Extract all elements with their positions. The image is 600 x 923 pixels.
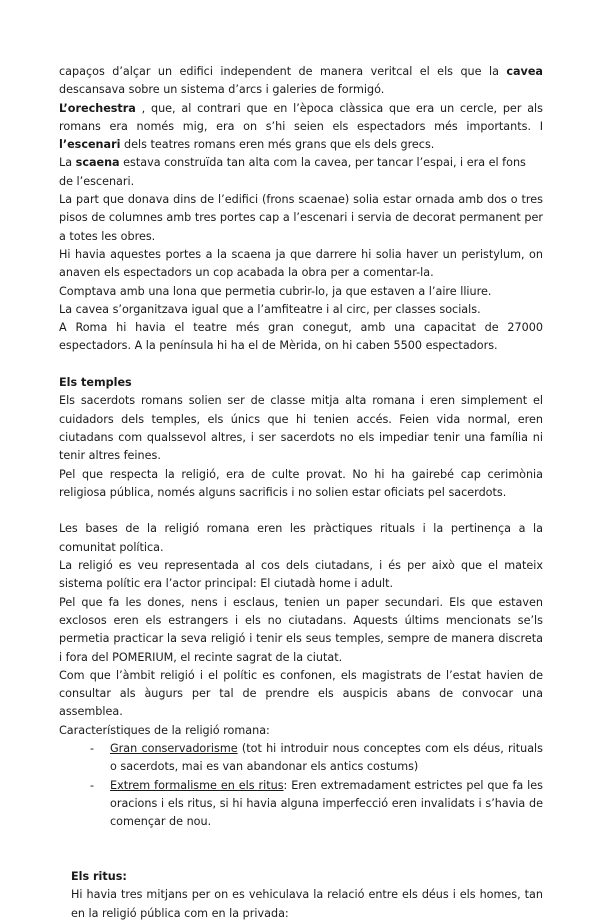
paragraph-culte: Pel que respecta la religió, era de culte provat. No hi ha gairebé cap cerimònia religiosa pública, només alguns sacrificis i no solien estar oficiats pel sacerdots. <box>59 467 543 499</box>
bold-term: L’orechestra <box>59 101 136 115</box>
paragraph-frons-scaenae: La part que donava dins de l’edifici (frons scaenae) solia estar ornada amb dos o tres pisos de columnes amb tres portes cap a l’escenari i servia de decorat permanent per a totes les obres. <box>59 193 543 243</box>
paragraph-ciutadans: La religió es veu representada al cos dels ciutadans, i és per això que el mateix sistema polític era l’actor principal: El ciutadà home i adult. <box>59 559 543 591</box>
paragraph-bases: Les bases de la religió romana eren les pràctiques rituals i la pertinença a la comunitat política. <box>59 522 543 554</box>
dash-bullet: - <box>90 741 95 755</box>
text: descansava sobre un sistema d’arcs i galeries de formigó. <box>59 83 385 97</box>
paragraph-orchestra <box>59 100 543 155</box>
document-page <box>59 63 543 923</box>
paragraph-augurs: Com que l’àmbit religió i el polític es confonen, els magistrats de l’estat havien de consultar als àugurs per tal de prendre els auspicis abans de convocar una assemblea. <box>59 668 543 719</box>
text: dels teatres romans eren més grans que els dels grecs. <box>120 138 435 152</box>
bold-term: scaena <box>75 156 120 170</box>
list-item <box>59 777 543 832</box>
paragraph-ritus: Hi havia tres mitjans per on es vehiculava la relació entre els déus i els homes, tan en la religió pública com en la privada: <box>71 888 543 920</box>
bold-term: l’escenari <box>59 138 121 152</box>
underlined-term: Gran conservadorisme <box>110 741 238 755</box>
text: La <box>59 156 76 170</box>
text: estava construïda tan alta com la cavea, per tancar l’espai, i era el fons de l’escenari. <box>59 156 526 188</box>
text: capaços d’alçar un edifici independent de manera veritcal el els que la <box>59 65 507 78</box>
paragraph-cavea <box>59 63 543 100</box>
paragraph-sacerdots: Els sacerdots romans solien ser de classe mitja alta romana i eren simplement el cuidadors dels temples, els únics que hi tenien accés. Feien vida normal, eren ciutadans com qualssevol altres, i ser sacerdots no els impediar tenir una família ni tenir altres feines. <box>59 394 543 463</box>
paragraph-lona: Comptava amb una lona que permetia cubrir-lo, ja que estaven a l’aire lliure. <box>59 284 492 298</box>
text: , que, al contrari que en l’època clàssica que era un cercle, per als romans era només mig, era on s’hi seien els espectadors més importants. I <box>59 101 543 133</box>
heading-ritus: Els ritus: <box>71 870 127 884</box>
heading-temples: Els temples <box>59 376 132 390</box>
paragraph-peristylum: Hi havia aquestes portes a la scaena ja que darrere hi solia haver un peristylum, on anaven els espectadors un cop acabada la obra per a comentar-la. <box>59 247 543 280</box>
bold-term: cavea <box>506 65 543 78</box>
paragraph-dones: Pel que fa les dones, nens i esclaus, tenien un paper secundari. Els que estaven exclosos eren els estrangers i els no ciutadans. Aquests últims mencionats se’ls permetia practicar la seva religió i tenir els seus temples, sempre de manera discreta i fora del POMERIUM, el recinte sagrat de la ciutat. <box>59 595 543 664</box>
text: (tot hi introduir nous conceptes com els déus, rituals o sacerdots, mai es van abandonar els antics costums) <box>110 741 543 774</box>
text: : Eren extremadament estrictes pel que fa les oracions i els ritus, si hi havia alguna imperfecció eren invalidats i s’havia de començar de nou. <box>110 778 543 829</box>
characteristics-list <box>59 740 543 831</box>
underlined-term: Extrem formalisme en els ritus <box>110 778 284 792</box>
paragraph-scaena <box>59 154 543 191</box>
dash-bullet: - <box>90 778 95 792</box>
paragraph-cavea-classes: La cavea s’organitzava igual que a l’amfiteatre i al circ, per classes socials. <box>59 302 481 316</box>
list-item <box>59 740 543 777</box>
paragraph-roma-merida: A Roma hi havia el teatre més gran conegut, amb una capacitat de 27000 espectadors. A la península hi ha el de Mèrida, on hi caben 5500 espectadors. <box>59 321 543 353</box>
paragraph-caracteristiques: Característiques de la religió romana: <box>59 723 270 737</box>
